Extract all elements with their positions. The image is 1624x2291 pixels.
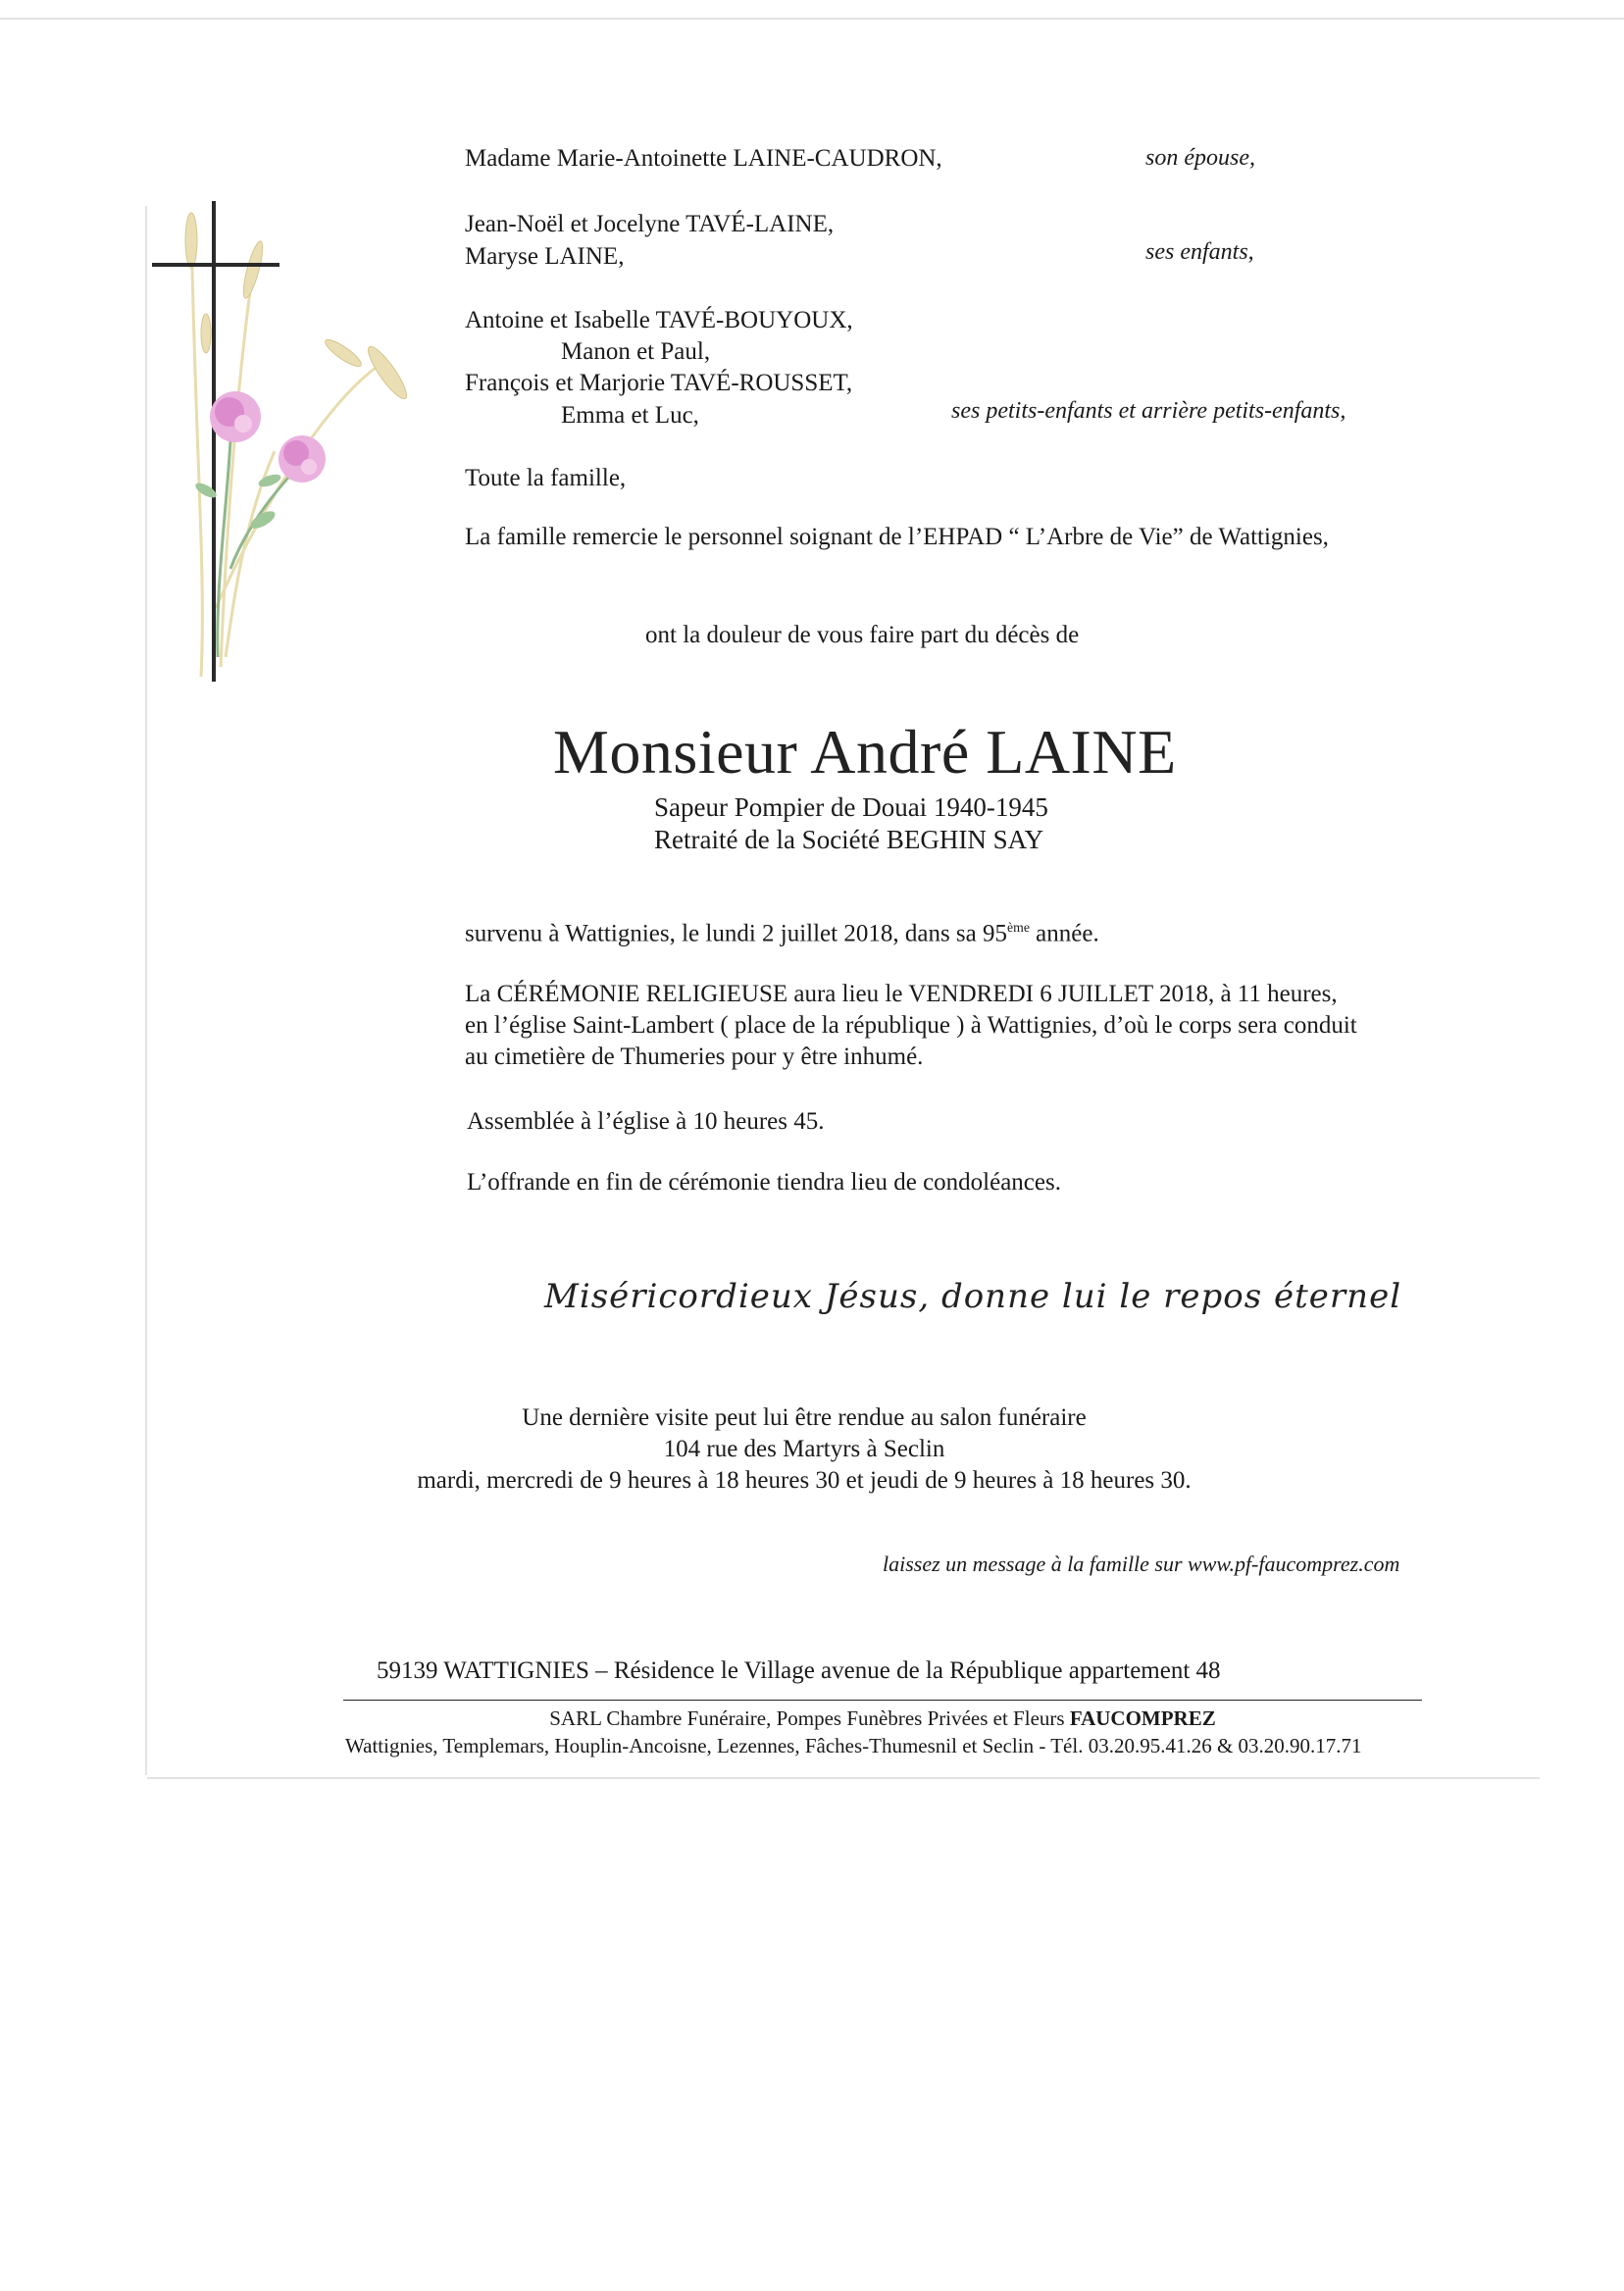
scan-edge-top: [0, 18, 1624, 20]
children-role: ses enfants,: [1145, 239, 1254, 265]
subtitle-2: Retraité de la Société BEGHIN SAY: [654, 825, 1044, 854]
assembly-line: Assemblée à l’église à 10 heures 45.: [467, 1108, 825, 1135]
funeral-home-brand: FAUCOMPREZ: [1069, 1706, 1216, 1730]
ceremony-line-1: La CÉRÉMONIE RELIGIEUSE aura lieu le VENDREDI 6 JUILLET 2018, à 11 heures,: [465, 981, 1338, 1007]
scan-edge-bottom: [147, 1777, 1540, 1779]
ceremony-line-2: en l’église Saint-Lambert ( place de la république ) à Wattignies, d’où le corps sera conduit: [465, 1012, 1357, 1039]
death-line-text: survenu à Wattignies, le lundi 2 juillet 2018, dans sa 95: [465, 920, 1008, 947]
funeral-home-line: [343, 1706, 1422, 1731]
funeral-home-locations: Wattignies, Templemars, Houplin-Ancoisne, Lezennes, Fâches-Thumesnil et Seclin - Tél. 03.20.95.41.26 & 03.20.90.17.71: [345, 1734, 1362, 1757]
grandchildren-line-4: Emma et Luc,: [561, 402, 699, 429]
funeral-home-text: SARL Chambre Funéraire, Pompes Funèbres Privées et Fleurs: [549, 1706, 1070, 1730]
deceased-name: Monsieur André LAINE: [553, 717, 1177, 787]
address-line: 59139 WATTIGNIES – Résidence le Village avenue de la République appartement 48: [377, 1657, 1221, 1684]
wife-name: Madame Marie-Antoinette LAINE-CAUDRON,: [465, 145, 942, 172]
grandchildren-line-3: François et Marjorie TAVÉ-ROUSSET,: [465, 370, 853, 396]
death-line-sup: ème: [1007, 920, 1030, 935]
children-line-2: Maryse LAINE,: [465, 243, 625, 270]
cross-with-wheat-and-roses-icon: [147, 196, 422, 687]
footer-divider: [343, 1700, 1422, 1701]
ceremony-line-3: au cimetière de Thumeries pour y être inhumé.: [465, 1044, 924, 1070]
offering-line: L’offrande en fin de cérémonie tiendra lieu de condoléances.: [467, 1169, 1061, 1196]
website-message: laissez un message à la famille sur www.pf-faucomprez.com: [883, 1552, 1400, 1576]
death-line: [465, 920, 1099, 947]
all-family: Toute la famille,: [465, 465, 627, 491]
wheat-ears-icon: [185, 213, 412, 403]
grandchildren-line-2: Manon et Paul,: [561, 338, 711, 365]
subtitle-1: Sapeur Pompier de Douai 1940-1945: [654, 792, 1048, 822]
visit-line-2: 104 rue des Martyrs à Seclin: [663, 1436, 945, 1462]
visit-line-3: mardi, mercredi de 9 heures à 18 heures 30 et jeudi de 9 heures à 18 heures 30.: [417, 1467, 1192, 1494]
cross-icon: [152, 201, 279, 682]
prayer-quote: Miséricordieux Jésus, donne lui le repos éternel: [544, 1277, 1402, 1316]
announcement-intro: ont la douleur de vous faire part du décès de: [645, 622, 1080, 648]
wife-role: son épouse,: [1145, 145, 1255, 171]
death-line-end: année.: [1029, 920, 1099, 947]
children-line-1: Jean-Noël et Jocelyne TAVÉ-LAINE,: [465, 211, 835, 237]
visit-line-1: Une dernière visite peut lui être rendue au salon funéraire: [522, 1404, 1087, 1431]
grandchildren-role: ses petits-enfants et arrière petits-enfants,: [951, 398, 1346, 424]
grandchildren-line-1: Antoine et Isabelle TAVÉ-BOUYOUX,: [465, 307, 853, 333]
thanks-line: La famille remercie le personnel soignant de l’EHPAD “ L’Arbre de Vie” de Wattignies,: [465, 524, 1329, 550]
